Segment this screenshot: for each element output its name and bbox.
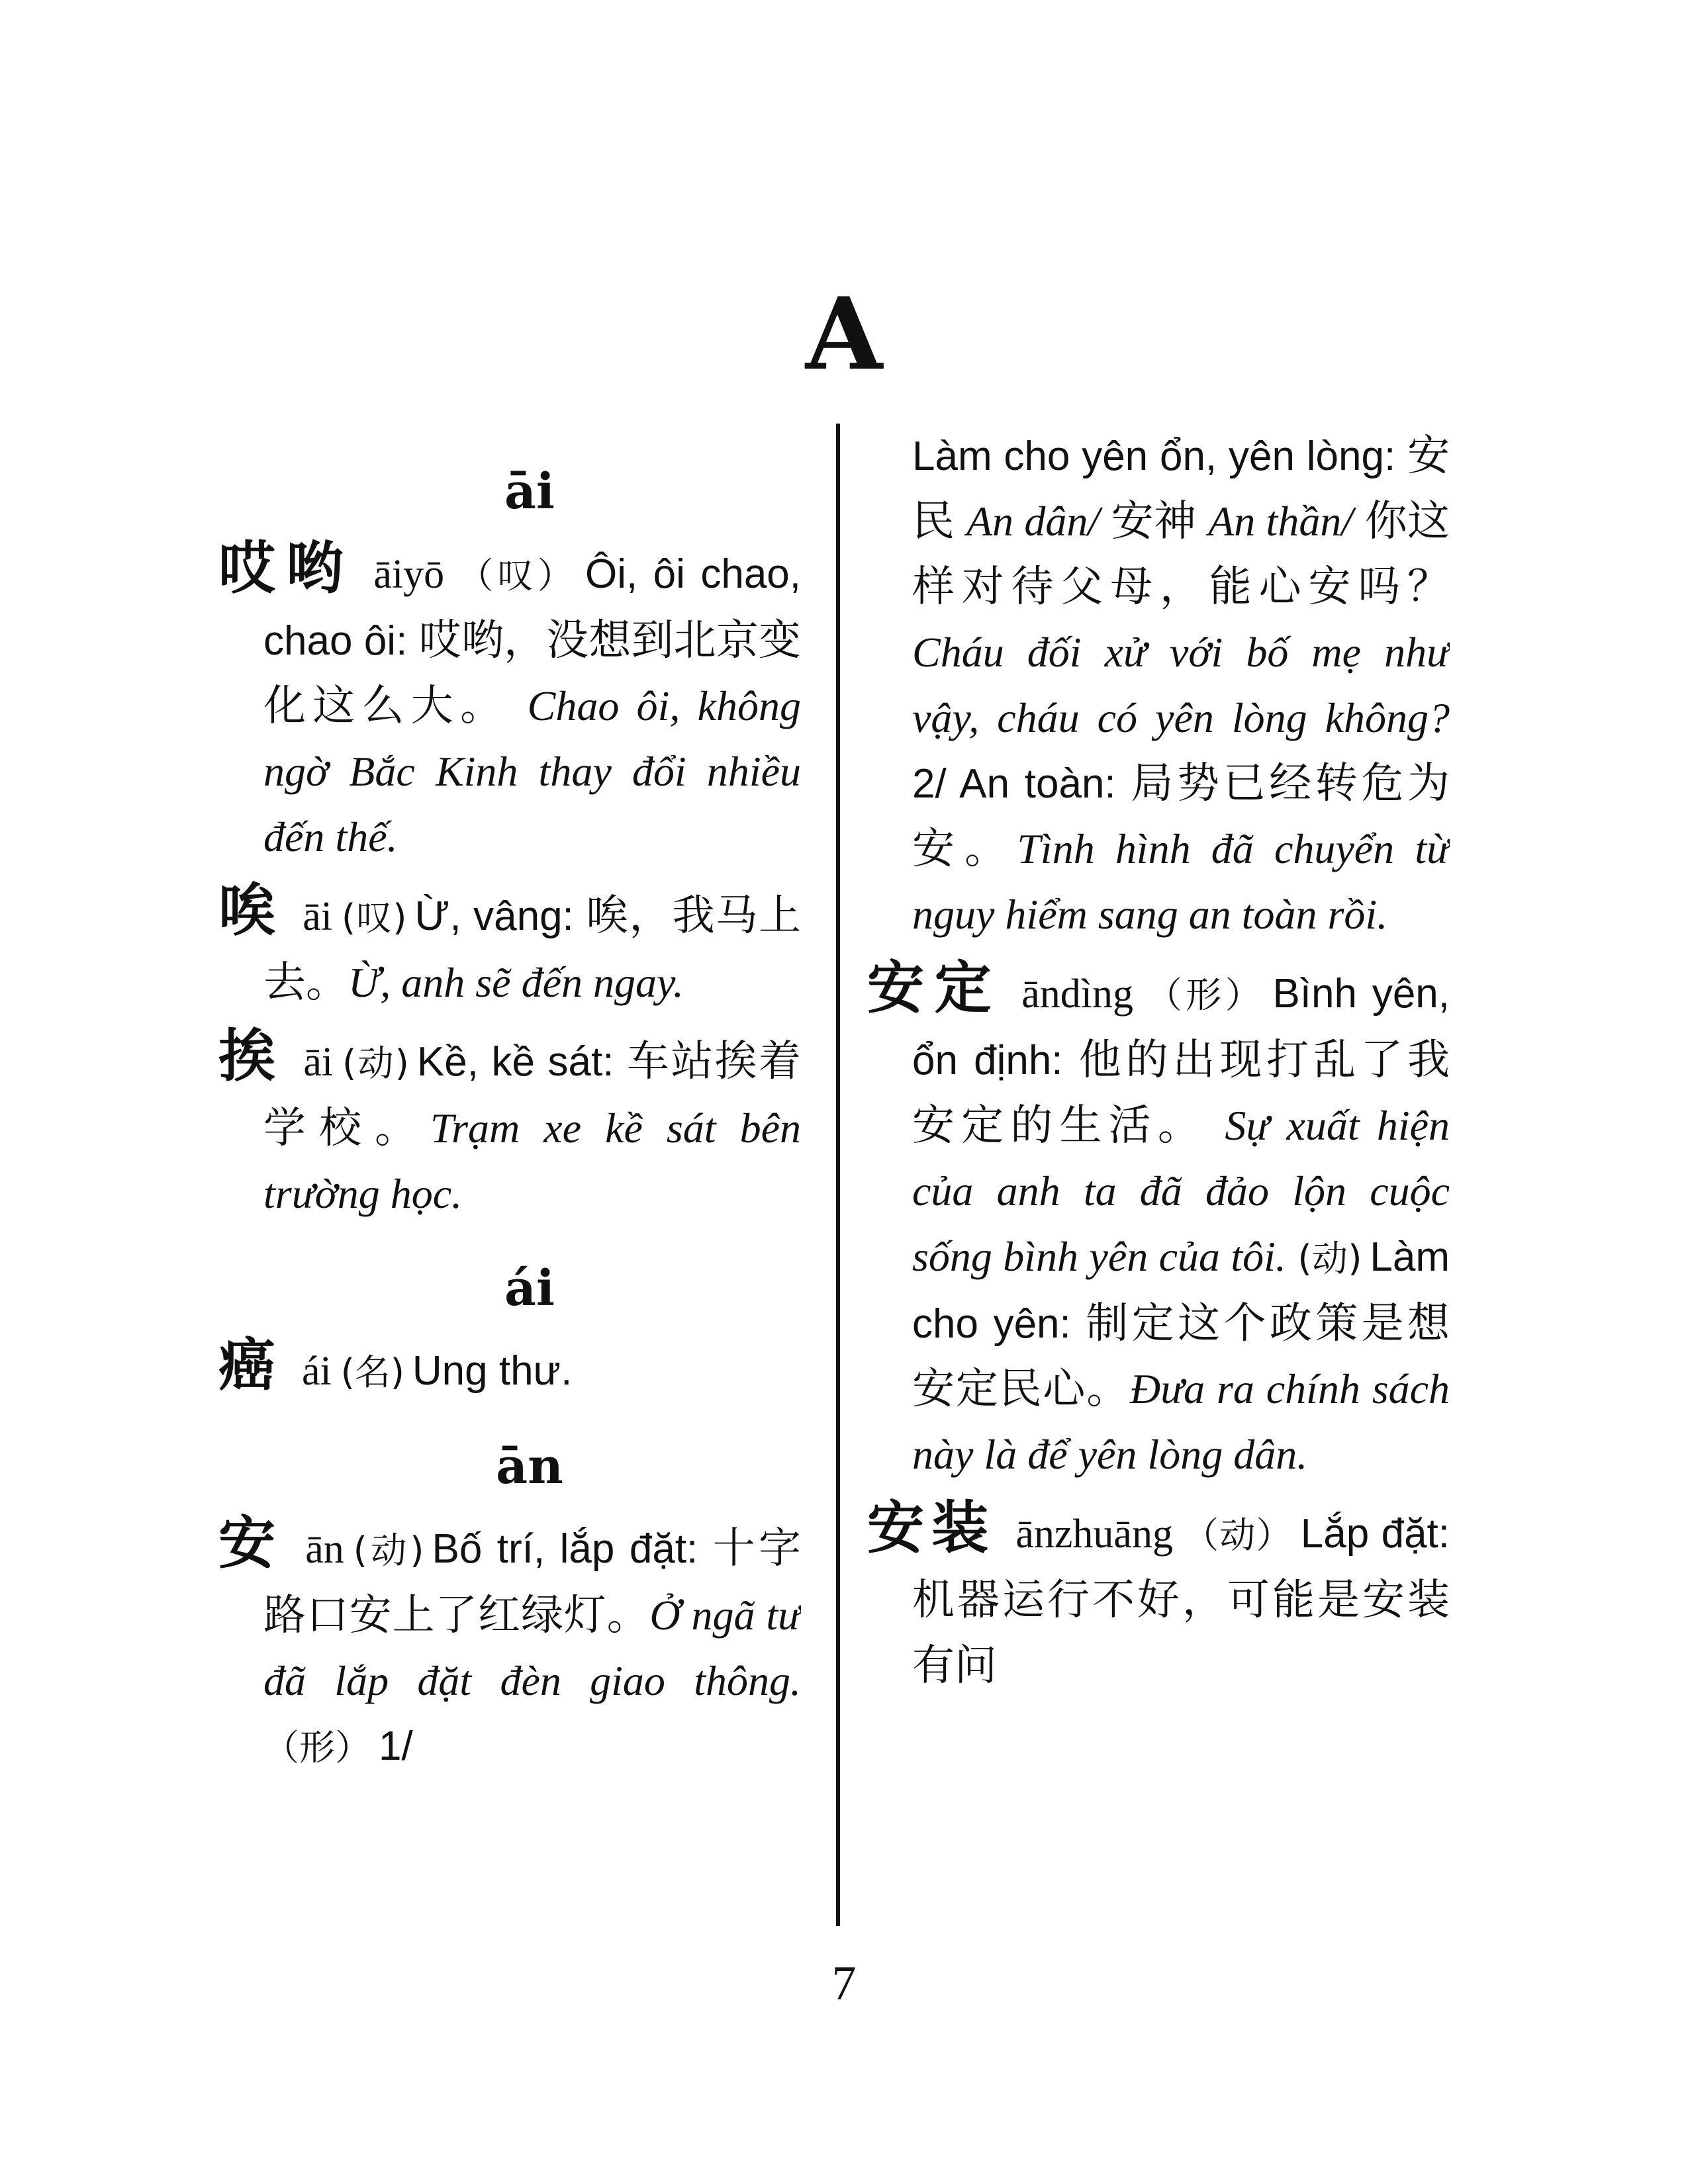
entry-pinyin: āndìng [1021,972,1133,1017]
example-translation: Cháu đối xử với bố mẹ như vậy, cháu có yên lòng không? [912,629,1450,741]
example-translation: Ừ, anh sẽ đến ngay. [348,959,684,1006]
part-of-speech: (动) [342,1042,409,1084]
dictionary-entry [218,1333,801,1405]
entry-definition: Ôi, ôi chao, chao ôi: [263,551,801,664]
example-chinese: 车站挨着学校。 [263,1037,801,1153]
example-translation: Trạm xe kề sát bên trường học. [263,1105,801,1217]
example-translation: An thần/ [1208,498,1354,545]
dictionary-entry [867,1496,1450,1699]
example-chinese: 唉，我马上去。 [263,891,801,1007]
example-chinese: 安神 [1111,497,1197,546]
part-of-speech: (名) [340,1351,404,1393]
example-translation: Đưa ra chính sách này là để yên lòng dân. [912,1365,1450,1478]
entry-pinyin: ān [305,1527,344,1572]
example-chinese: 哎哟，没想到北京变化这么大。 [263,616,801,731]
example-translation: Ở ngã tư đã lắp đặt đèn giao thông. [263,1592,801,1704]
entry-headword: 安定 [867,955,1002,1021]
entry-definition: Làm cho yên: [912,1234,1450,1347]
example-chinese: 机器运行不好，可能是安装有问 [912,1576,1450,1690]
entry-definition: Ung thư. [412,1348,573,1394]
dictionary-entry [867,956,1450,1488]
entry-definition: 2/ An toàn: [912,761,1131,807]
example-translation: Sự xuất hiện của anh ta đã đảo lộn cuộc sống bình yên của tôi. [912,1102,1450,1280]
entry-pinyin: āiyō [373,552,445,597]
example-chinese: 局势已经转危为安。 [912,759,1450,874]
entry-pinyin: ái [302,1349,332,1394]
entry-headword: 挨 [218,1023,284,1089]
part-of-speech: （动） [1182,1514,1293,1556]
right-column [867,424,1450,1933]
dictionary-entry [218,878,801,1016]
example-chinese: 十字路口安上了红绿灯。 [263,1524,801,1640]
example-translation: Chao ôi, không ngờ Bắc Kinh thay đổi nhiều đến thế. [263,682,801,860]
dictionary-entry [218,536,801,870]
entry-continuation [867,424,1450,948]
section-letter: A [805,276,883,392]
entry-definition: Kề, kề sát: [416,1039,628,1085]
example-chinese: 制定这个政策是想安定民心。 [912,1299,1450,1414]
example-chinese: 他的出现打乱了我安定的生活。 [912,1036,1450,1150]
entry-headword: 安装 [867,1495,996,1561]
example-translation: Tình hình đã chuyển từ nguy hiểm sang an toàn rồi. [912,825,1450,938]
syllable-heading: ān [496,1438,563,1495]
dictionary-entry [218,1511,801,1780]
column-divider [836,424,840,1926]
example-chinese: 你这样对待父母，能心安吗？ [912,497,1450,612]
example-chinese: 安民 [912,432,1450,546]
part-of-speech: (叹) [341,897,407,938]
entry-headword: 哎哟 [218,535,354,602]
entry-definition: Bình yên, ổn định: [912,971,1450,1083]
part-of-speech: (动) [1297,1238,1362,1279]
entry-pinyin: ānzhuāng [1015,1512,1173,1557]
dictionary-entry [218,1024,801,1227]
page-number: 7 [831,1956,857,2011]
entry-definition: Bố trí, lắp đặt: [432,1526,713,1572]
example-translation: An dân/ [966,498,1100,545]
entry-headword: 唉 [218,878,283,944]
syllable-heading: ái [504,1260,555,1317]
sense-number: 1/ [379,1723,413,1769]
entry-pinyin: āi [303,1040,334,1085]
entry-pinyin: āi [303,894,332,939]
part-of-speech: （形） [1142,974,1265,1016]
part-of-speech: (动) [353,1529,424,1571]
left-column [218,424,801,1933]
entry-definition: Ừ, vâng: [414,893,586,939]
part-of-speech: （叹） [453,555,577,596]
entry-definition: Làm cho yên ổn, yên lòng: [912,433,1407,479]
entry-headword: 安 [218,1510,286,1576]
entry-headword: 癌 [218,1332,282,1398]
entry-definition: Lắp đặt: [1300,1511,1450,1557]
part-of-speech: （形） [263,1727,371,1768]
syllable-heading: āi [504,463,555,520]
